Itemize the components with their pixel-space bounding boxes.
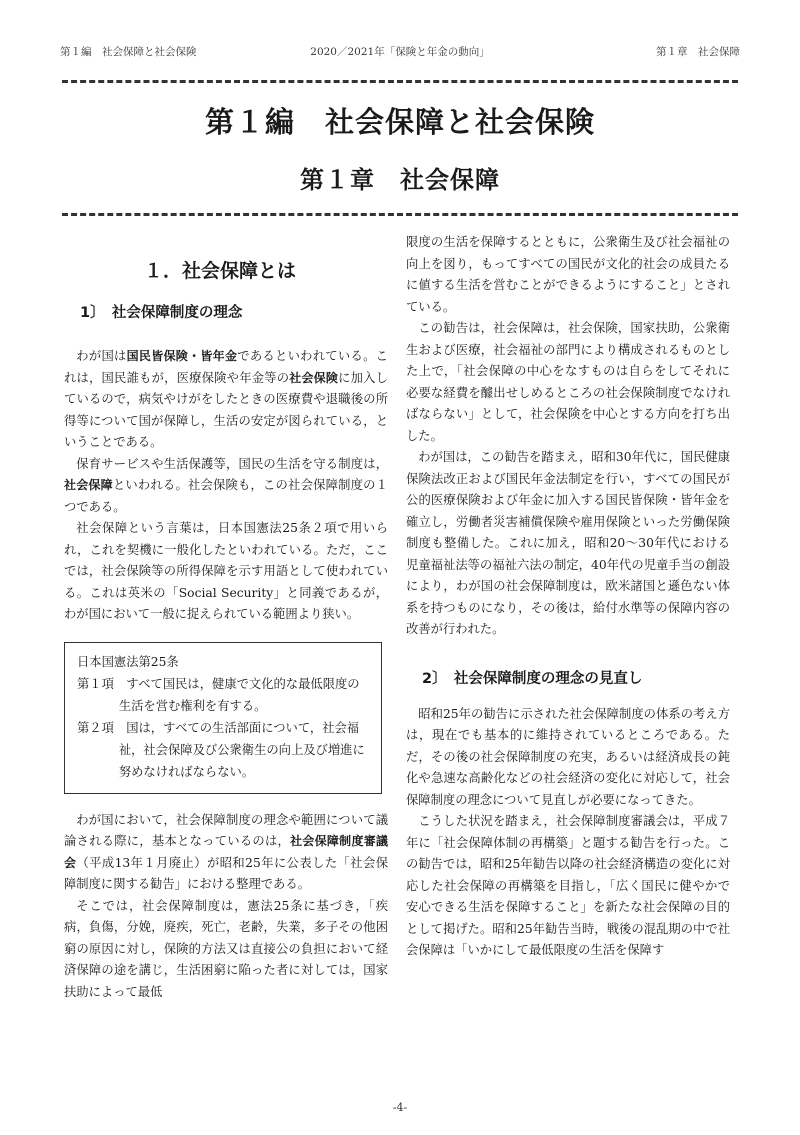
running-header	[60, 44, 740, 60]
section-title: １．社会保障とは	[144, 260, 297, 282]
header-center: 2020／2021年「保険と年金の動向」	[310, 46, 490, 58]
paragraph-continued: 限度の生活を保障するとともに，公衆衛生及び社会福祉の向上を図り，もってすべての国民が文化的社会の成員たるに値する生活を営むことができるようにすること」とされている。	[406, 235, 730, 314]
bottom-dashed-rule	[62, 213, 738, 216]
bold-term: 社会保険	[289, 370, 339, 385]
paragraph: 昭和25年の勧告に示された社会保障制度の体系の考え方は，現在でも基本的に維持されているところである。ただ，その後の社会保障制度の充実，あるいは経済成長の鈍化や急速な高齢化などの社会経済の変化に対応して，社会保障制度の理念について見直しが必要になってきた。	[406, 706, 730, 807]
paragraph: そこでは，社会保障制度は，憲法25条に基づき，「疾病，負傷，分娩，廃疾，死亡，老齢，失業，多子その他困窮の原因に対し，保険的方法又は直接公の負担において経済保障の途を講じ，生活困窮に陥った者に対しては，国家扶助によって最低	[64, 898, 388, 999]
paragraph: わが国は国民皆保険・皆年金であるといわれている。これは，国民誰もが，医療保険や年金等の社会保険に加入しているので，病気やけがをしたときの医療費や退職後の所得等について国が保障し，生活の安定が図られている，ということである。	[64, 349, 388, 449]
bold-term: 国民皆保険・皆年金	[126, 349, 238, 363]
header-right: 第１章 社会保障	[656, 46, 740, 58]
chapter-title: 第１章 社会保障	[300, 166, 500, 194]
header-left: 第１編 社会保障と社会保険	[60, 46, 197, 58]
law-item-2: 第２項 国は，すべての生活部面について，社会福祉，社会保障及び公衆衛生の向上及び増進に努めなければならない。	[77, 720, 365, 779]
left-column	[64, 232, 388, 1003]
subsection-title-2: 2〕 社会保障制度の理念の見直し	[422, 670, 643, 687]
paragraph: 社会保障という言葉は，日本国憲法25条２項で用いられ，これを契機に一般化したといわれている。ただ，ここでは，社会保険等の所得保障を示す用語として使われている。これは英米の「Social Security」と同義であるが，わが国において一般に捉えられている範囲より狭い。	[64, 521, 388, 621]
top-dashed-rule	[62, 80, 738, 83]
paragraph: こうした状況を踏まえ，社会保障制度審議会は，平成７年に「社会保障体制の再構築」と題する勧告を行った。この勧告では，昭和25年勧告以降の社会経済構造の変化に対応した社会保障の再構築を目指し，「広く国民に健やかで安心できる生活を保障すること」を新たな社会保障の目的として掲げた。昭和25年勧告当時，戦後の混乱期の中で社会保障は「いかにして最低限度の生活を保障す	[406, 814, 730, 957]
right-column	[406, 232, 730, 962]
law-box-title: 日本国憲法第25条	[77, 654, 179, 669]
bold-term: 社会保障	[64, 478, 113, 492]
paragraph: わが国において，社会保障制度の理念や範囲について議論される際に，基本となっているのは，社会保障制度審議会（平成13年１月廃止）が昭和25年に公表した「社会保障制度に関する勧告」における整理である。	[64, 812, 388, 891]
subsection-title-1: 1〕 社会保障制度の理念	[80, 305, 243, 321]
bold-term: 社会保障制度審議会	[64, 834, 388, 870]
paragraph: この勧告は，社会保障は，社会保険，国家扶助，公衆衛生および医療，社会福祉の部門により構成されるものとした上で，「社会保障の中心をなすものは自らをしてそれに必要な経費を醵出せしめるところの社会保険制度でなければならない」として，社会保険を中心とする方向を打ち出した。	[406, 321, 730, 443]
paragraph: 保育サービスや生活保護等，国民の生活を守る制度は，社会保障といわれる。社会保険も，この社会保障制度の１つである。	[64, 456, 388, 514]
paragraph: わが国は，この勧告を踏まえ，昭和30年代に，国民健康保険法改正および国民年金法制定を行い，すべての国民が公的医療保険および年金に加入する国民皆保険・皆年金を確立し，労働者災害補償保険や雇用保険といった労働保険制度も整備した。これに加え，昭和20～30年代における児童福祉法等の福祉六法の制定，40年代の児童手当の創設により，わが国の社会保障制度は，欧米諸国と遜色ない体系を持つものになり，その後は，給付水準等の保障内容の改善が行われた。	[406, 450, 730, 636]
constitution-article-box	[64, 642, 382, 794]
law-item-1: 第１項 すべて国民は，健康で文化的な最低限度の生活を営む権利を有する。	[77, 676, 360, 713]
page-number: -4-	[392, 1101, 408, 1114]
part-title: 第１編 社会保障と社会保険	[204, 105, 595, 139]
